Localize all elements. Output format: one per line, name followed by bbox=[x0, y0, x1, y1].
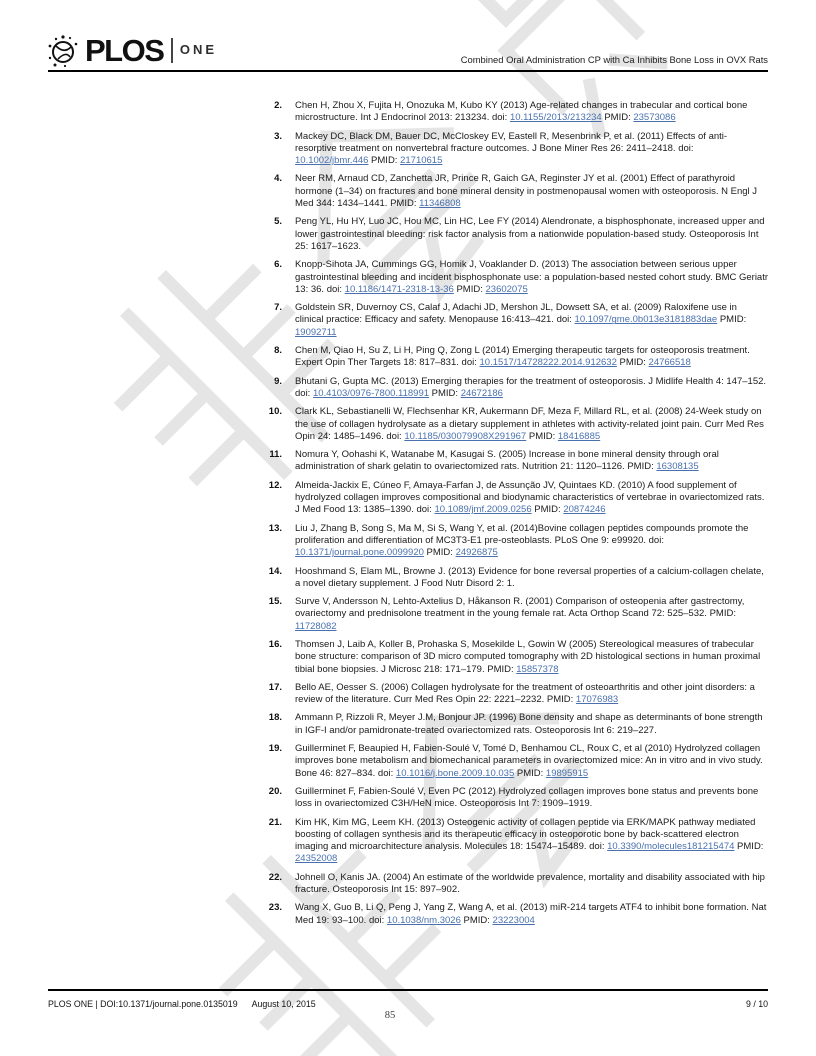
reference-text: Chen H, Zhou X, Fujita H, Onozuka M, Kubo KY (2013) Age-related changes in trabecular and cortical bone microstructure. Int J Endocrinol 2013: 213234. doi: 10.1155/2013/213234 PMID: 23573086 bbox=[295, 100, 748, 124]
page-header bbox=[48, 30, 768, 72]
reference-number: 2. bbox=[274, 100, 282, 111]
pmid-link[interactable]: 18416885 bbox=[557, 430, 601, 442]
pmid-link[interactable]: 21710615 bbox=[400, 155, 443, 167]
reference-number: 13. bbox=[268, 522, 282, 534]
page-footer bbox=[48, 989, 768, 1009]
reference-text: Johnell O, Kanis JA. (2004) An estimate of the worldwide prevalence, mortality and disability associated with hip fracture. Osteoporosis Int 15: 897–902. bbox=[295, 871, 765, 896]
reference-item bbox=[252, 523, 768, 560]
footer-citation bbox=[48, 999, 316, 1009]
reference-number: 7. bbox=[274, 302, 282, 314]
reference-number: 16. bbox=[268, 638, 282, 650]
reference-item bbox=[252, 100, 768, 125]
reference-item bbox=[252, 345, 768, 370]
reference-item bbox=[252, 786, 768, 811]
pmid-link[interactable]: 24926875 bbox=[455, 547, 498, 559]
plos-one-logo bbox=[48, 34, 217, 70]
doi-link[interactable]: 10.1097/gme.0b013e3181883dae bbox=[574, 314, 718, 326]
reference-item bbox=[252, 449, 768, 474]
reference-number: 10. bbox=[268, 406, 282, 418]
reference-number: 6. bbox=[274, 259, 282, 271]
reference-item bbox=[252, 639, 768, 676]
doi-link[interactable]: 10.1155/2013/213234 bbox=[509, 112, 602, 124]
logo-divider bbox=[171, 38, 173, 63]
reference-item bbox=[252, 902, 768, 927]
pmid-link[interactable]: 23602075 bbox=[485, 283, 528, 295]
reference-text: Bhutani G, Gupta MC. (2013) Emerging therapies for the treatment of osteoporosis. J Midlife Health 4: 147–152. doi: 10.4103/0976-7800.118991 PMID: 24672186 bbox=[295, 375, 767, 399]
doi-link[interactable]: 10.1038/nm.3026 bbox=[386, 914, 461, 926]
reference-text: Almeida-Jackix E, Cúneo F, Amaya-Farfan J, de Assunção JV, Quintaes KD. (2010) A food supplement of hydrolyzed collagen improves compositional and biodynamic characteristics of vertebrae in ovariectomized rats. J Med Food 13: 1385–1390. doi: 10.1089/jmf.2009.0256 PMID: 20874246 bbox=[295, 479, 765, 516]
doi-link[interactable]: 10.1371/journal.pone.0099920 bbox=[295, 547, 424, 559]
plos-globe-icon bbox=[48, 34, 80, 68]
stamp-page-number: 85 bbox=[384, 1010, 396, 1021]
reference-number: 3. bbox=[274, 130, 282, 142]
reference-item bbox=[252, 406, 768, 443]
reference-number: 19. bbox=[268, 743, 282, 755]
reference-item bbox=[252, 480, 768, 517]
reference-text: Liu J, Zhang B, Song S, Ma M, Si S, Wang Y, et al. (2014)Bovine collagen peptides compounds promote the proliferation and differentiation of MC3T3-E1 pre-osteoblasts. PLoS One 9: e99920. doi: 10.1371/journal.pone.0099920 PMID: 24926875 bbox=[295, 522, 749, 559]
reference-text: Mackey DC, Black DM, Bauer DC, McCloskey EV, Eastell R, Mesenbrink P, et al. (2011) Effects of anti-resorptive treatment on nonvertebral fracture outcomes. J Bone Miner Res 26: 2411–2418. doi: 10.1002/jbmr.446 PMID: 21710615 bbox=[295, 130, 728, 167]
reference-number: 4. bbox=[274, 173, 282, 185]
reference-item bbox=[252, 817, 768, 866]
reference-item bbox=[252, 131, 768, 168]
footer-date: August 10, 2015 bbox=[251, 999, 316, 1009]
reference-number: 21. bbox=[268, 816, 282, 828]
logo-plos-text: PLOS bbox=[85, 33, 164, 68]
pmid-link[interactable]: 11728082 bbox=[295, 620, 337, 632]
reference-item bbox=[252, 712, 768, 737]
reference-number: 22. bbox=[268, 871, 282, 883]
reference-text: Nomura Y, Oohashi K, Watanabe M, Kasugai S. (2005) Increase in bone mineral density through oral administration of shark gelatin to ovariectomized rats. Nutrition 21: 1120–1126. PMID: 16308135 bbox=[295, 449, 719, 473]
reference-number: 8. bbox=[274, 345, 282, 357]
reference-number: 11. bbox=[269, 449, 282, 461]
pmid-link[interactable]: 19092711 bbox=[295, 326, 337, 338]
pmid-link[interactable]: 15857378 bbox=[516, 663, 559, 675]
doi-link[interactable]: 10.1089/jmf.2009.0256 bbox=[434, 504, 532, 516]
doi-link[interactable]: 10.1186/1471-2318-13-36 bbox=[344, 283, 454, 295]
reference-text: Peng YL, Hu HY, Luo JC, Hou MC, Lin HC, Lee FY (2014) Alendronate, a bisphosphonate, increased upper and lower gastrointestinal bleeding: risk factor analysis from a nationwide population-based study. Osteoporosis Int 25: 1617–1623. bbox=[295, 216, 765, 252]
reference-number: 18. bbox=[268, 712, 282, 724]
reference-number: 23. bbox=[268, 902, 282, 914]
reference-number: 15. bbox=[268, 596, 282, 608]
pmid-link[interactable]: 16308135 bbox=[656, 461, 699, 473]
reference-text: Guillerminet F, Fabien-Soulé V, Even PC (2012) Hydrolyzed collagen improves bone status and prevents bone loss in ovariectomized C3H/HeN mice. Osteoporosis Int 7: 1909–1919. bbox=[295, 785, 759, 810]
reference-item bbox=[252, 872, 768, 897]
reference-text: Goldstein SR, Duvernoy CS, Calaf J, Adachi JD, Mershon JL, Dowsett SA, et al. (2009) Raloxifene use in clinical practice: Efficacy and safety. Menopause 16:413–421. doi: 10.1097/gme.0b013e3181883dae PMID: 19092711 bbox=[295, 302, 747, 338]
pmid-link[interactable]: 24766518 bbox=[648, 357, 691, 369]
pmid-link[interactable]: 23573086 bbox=[633, 112, 676, 124]
pmid-link[interactable]: 24672186 bbox=[460, 387, 503, 399]
pmid-link[interactable]: 23223004 bbox=[492, 914, 535, 926]
logo-one-text: ONE bbox=[179, 42, 218, 57]
reference-text: Clark KL, Sebastianelli W, Flechsenhar KR, Aukermann DF, Meza F, Millard RL, et al. (2008) 24-Week study on the use of collagen hydrolysate as a dietary supplement in athletes with activity-related joint pain. Curr Med Res Opin 24: 1485–1496. doi: 10.1185/030079908X291967 PMID: 18416885 bbox=[295, 406, 764, 442]
reference-item bbox=[252, 302, 768, 339]
reference-text: Kim HK, Kim MG, Leem KH. (2013) Osteogenic activity of collagen peptide via ERK/MAPK pathway mediated boosting of collagen synthesis and its therapeutic efficacy in osteoporotic bone by back-scattered electron imaging and microarchitecture analysis. Molecules 18: 15474–15489. doi: 10.3390/molecules181215474 PMID: 24352008 bbox=[295, 816, 764, 865]
reference-text: Bello AE, Oesser S. (2006) Collagen hydrolysate for the treatment of osteoarthritis and other joint disorders: a review of the literature. Curr Med Res Opin 22: 2221–2232. PMID: 17076983 bbox=[295, 681, 755, 706]
reference-text: Wang X, Guo B, Li Q, Peng J, Yang Z, Wang A, et al. (2013) miR-214 targets ATF4 to inhibit bone formation. Nat Med 19: 93–100. doi: 10.1038/nm.3026 PMID: 23223004 bbox=[295, 902, 767, 926]
doi-link[interactable]: 10.1517/14728222.2014.912632 bbox=[479, 357, 617, 369]
reference-number: 12. bbox=[268, 479, 282, 491]
pmid-link[interactable]: 19895915 bbox=[545, 767, 589, 779]
reference-number: 17. bbox=[268, 681, 282, 693]
pmid-link[interactable]: 11346808 bbox=[419, 198, 461, 210]
reference-item bbox=[252, 743, 768, 780]
reference-item bbox=[252, 216, 768, 253]
reference-text: Neer RM, Arnaud CD, Zanchetta JR, Prince R, Gaich GA, Reginster JY et al. (2001) Effect of parathyroid hormone (1–34) on fractures and bone mineral density in postmenopausal women with osteoporosis. N Engl J Med 344: 1434–1441. PMID: 11346808 bbox=[295, 173, 758, 210]
reference-number: 20. bbox=[268, 785, 282, 797]
reference-text: Hooshmand S, Elam ML, Browne J. (2013) Evidence for bone reversal properties of a calcium-collagen chelate, a novel dietary supplement. J Food Nutr Disord 2: 1. bbox=[295, 565, 764, 589]
footer-page-indicator: 9 / 10 bbox=[745, 999, 768, 1009]
references-list bbox=[252, 100, 768, 933]
reference-text: Thomsen J, Laib A, Koller B, Prohaska S, Mosekilde L, Gowin W (2005) Stereological measures of trabecular bone structure: comparison of 3D micro computed tomography with 2D histological sections in human proximal tibial bone biopsies. J Microsc 218: 171–179. PMID: 15857378 bbox=[295, 638, 761, 675]
pmid-link[interactable]: 20874246 bbox=[563, 504, 606, 516]
doi-link[interactable]: 10.3390/molecules181215474 bbox=[607, 841, 735, 853]
reference-item bbox=[252, 259, 768, 296]
reference-item bbox=[252, 376, 768, 401]
reference-text: Knopp-Sihota JA, Cummings GG, Homik J, Voaklander D. (2013) The association between serious upper gastrointestinal bleeding and incident bisphosphonate use: a population-based nested cohort study. BMC Geriatr 13: 36. doi: 10.1186/1471-2318-13-36 PMID: 23602075 bbox=[295, 259, 769, 295]
footer-journal-doi: PLOS ONE | DOI:10.1371/journal.pone.0135019 bbox=[48, 999, 238, 1009]
reference-item bbox=[252, 682, 768, 707]
reference-text: Surve V, Andersson N, Lehto-Axtelius D, Håkanson R. (2001) Comparison of osteopenia after gastrectomy, ovariectomy and prednisolone treatment in the young female rat. Acta Orthop Scand 72: 525–532. PMID: 11728082 bbox=[295, 596, 745, 632]
pmid-link[interactable]: 17076983 bbox=[575, 694, 619, 706]
reference-item bbox=[252, 596, 768, 633]
reference-text: Guillerminet F, Beaupied H, Fabien-Soulé V, Tomé D, Benhamou CL, Roux C, et al (2010) Hydrolyzed collagen improves bone metabolism and biomechanical parameters in ovariectomized mice: An in vitro and in vivo study. Bone 46: 827–834. doi: 10.1016/j.bone.2009.10.035 PMID: 19895915 bbox=[295, 743, 763, 779]
reference-number: 14. bbox=[268, 565, 282, 577]
reference-number: 9. bbox=[274, 375, 282, 387]
reference-item bbox=[252, 566, 768, 591]
reference-item bbox=[252, 173, 768, 210]
reference-text: Chen M, Qiao H, Su Z, Li H, Ping Q, Zong L (2014) Emerging therapeutic targets for osteoporosis treatment. Expert Opin Ther Targets 18: 817–831. doi: 10.1517/14728222.2014.912632 PMID: 24766518 bbox=[295, 345, 750, 369]
doi-link[interactable]: 10.4103/0976-7800.118991 bbox=[312, 387, 430, 399]
doi-link[interactable]: 10.1002/jbmr.446 bbox=[295, 155, 369, 167]
reference-text: Ammann P, Rizzoli R, Meyer J.M, Bonjour JP. (1996) Bone density and shape as determinants of bone strength in IGF-I and/or pamidronate-treated ovariectomized rats. Osteoporosis Int 6: 219–227. bbox=[295, 712, 763, 736]
reference-number: 5. bbox=[274, 216, 282, 228]
doi-link[interactable]: 10.1016/j.bone.2009.10.035 bbox=[395, 767, 515, 779]
pmid-link[interactable]: 24352008 bbox=[295, 853, 338, 865]
running-title: Combined Oral Administration CP with Ca Inhibits Bone Loss in OVX Rats bbox=[460, 54, 768, 65]
doi-link[interactable]: 10.1185/030079908X291967 bbox=[404, 430, 527, 442]
